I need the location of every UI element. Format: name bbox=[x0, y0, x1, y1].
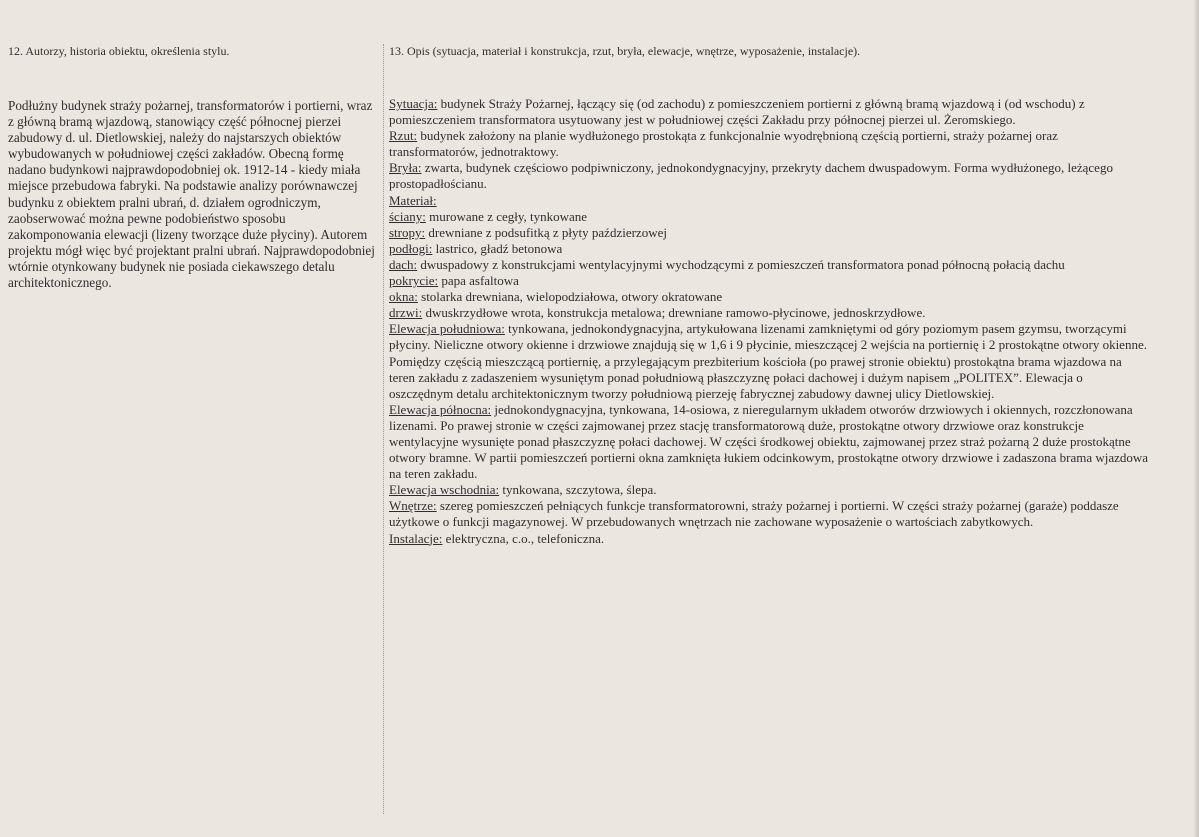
entry-label: Elewacja wschodnia: bbox=[389, 482, 500, 498]
entry-text: budynek Straży Pożarnej, łączący się (od zachodu) z pomieszczeniem portierni z główną bramą wjazdową i (od wschodu) z pomieszczeniem transformatora usytuowany jest w południowej części Zakładu przy północnej pierzei ul. Żeromskiego. bbox=[389, 96, 1085, 128]
entry-drzwi bbox=[389, 305, 1149, 321]
section-13-header: 13. Opis (sytuacja, materiał i konstrukcja, rzut, bryła, elewacje, wnętrze, wyposażenie, instalacje). bbox=[389, 44, 861, 58]
entry-sytuacja bbox=[389, 96, 1149, 128]
entry-okna bbox=[389, 289, 1149, 305]
entry-elewacja-poludniowa bbox=[389, 321, 1149, 401]
entry-text: elektryczna, c.o., telefoniczna. bbox=[442, 530, 605, 546]
entry-label: Rzut: bbox=[389, 128, 418, 144]
entry-wnetrze bbox=[389, 498, 1149, 530]
column-divider bbox=[383, 44, 384, 814]
entry-text: budynek założony na planie wydłużonego prostokąta z funkcjonalnie wyodrębnioną częścią portierni, straży pożarnej oraz transformatorów, jednotraktowy. bbox=[389, 128, 1058, 160]
entry-label: drzwi: bbox=[389, 305, 423, 321]
entry-label: Sytuacja: bbox=[389, 96, 438, 111]
entry-text: szereg pomieszczeń pełniących funkcje transformatorowni, straży pożarnej i portierni. W części straży pożarnej (garaże) poddasze użytkowe o funkcji magazynowej. W przebudowanych wnętrzach nie zachowane wyposażenie o wartościach zabytkowych. bbox=[389, 498, 1119, 530]
entry-label: Instalacje: bbox=[389, 530, 443, 546]
section-13-text bbox=[389, 96, 1149, 547]
entry-text: lastrico, gładź betonowa bbox=[432, 240, 563, 256]
entry-text: stolarka drewniana, wielopodziałowa, otwory okratowane bbox=[417, 289, 723, 305]
entry-text: drewniane z podsufitką z płyty paździerzowej bbox=[425, 224, 667, 240]
paper-edge-shadow bbox=[1193, 0, 1199, 837]
entry-label: Materiał: bbox=[389, 192, 437, 208]
entry-sciany bbox=[389, 209, 1149, 225]
entry-label: podłogi: bbox=[389, 240, 433, 256]
entry-label: Elewacja południowa: bbox=[389, 321, 505, 337]
entry-material bbox=[389, 193, 1149, 209]
entry-text: papa asfaltowa bbox=[438, 273, 519, 289]
entry-label: okna: bbox=[389, 289, 418, 305]
entry-podlogi bbox=[389, 241, 1149, 257]
entry-label: ściany: bbox=[389, 208, 426, 224]
entry-bryla bbox=[389, 160, 1149, 192]
entry-pokrycie bbox=[389, 273, 1149, 289]
entry-label: dach: bbox=[389, 256, 418, 272]
section-12-header: 12. Autorzy, historia obiektu, określenia stylu. bbox=[8, 44, 230, 58]
entry-text: zwarta, budynek częściowo podpiwniczony, jednokondygnacyjny, przekryty dachem dwuspadowym. Forma wydłużonego, leżącego prostopadłościanu. bbox=[389, 160, 1113, 192]
entry-label: Bryła: bbox=[389, 160, 422, 176]
entry-text: tynkowana, jednokondygnacyjna, artykułowana lizenami zamkniętymi od góry poziomym pasem gzymsu, tworzącymi płyciny. Nieliczne otwory okienne i drzwiowe znajdują się w 1,6 i 9 płycinie, mieszczącej 2 wejścia na portiernię i 2 prostokątne otwory okienne. Pomiędzy częścią mieszczącą portiernię, a przylegającym prezbiterium kościoła (po prawej stronie obiektu) prostokątna brama wjazdowa na teren zakładu z zadaszeniem wysuniętym ponad południową płaszczyznę połaci dachowej i dużym napisem „POLITEX”. Elewacja o oszczędnym detalu architektonicznym tworzy południową pierzeję fabrycznej zabudowy dawnej ulicy Dietlowskiej. bbox=[389, 321, 1147, 401]
entry-label: stropy: bbox=[389, 224, 426, 240]
entry-label: Elewacja północna: bbox=[389, 401, 492, 417]
entry-label: Wnętrze: bbox=[389, 498, 437, 514]
entry-elewacja-polnocna bbox=[389, 402, 1149, 482]
entry-text: jednokondygnacyjna, tynkowana, 14-osiowa, z nieregularnym układem otworów drzwiowych i okiennych, rozczłonowana lizenami. Po prawej stronie w części zajmowanej przez stację transformatorową duże, prostokątne otwory drzwiowe oraz konstrukcje wentylacyjne wysunięte ponad płaszczyznę połaci dachowej. W części środkowej obiektu, zajmowanej przez straż pożarną 2 duże prostokątne otwory bramne. W partii pomieszczeń portierni okna zamknięta łukiem odcinkowym, prostokątne otwory drzwiowe i zadaszona brama wjazdowa na teren zakładu. bbox=[389, 401, 1149, 482]
entry-elewacja-wschodnia bbox=[389, 482, 1149, 498]
entry-text: murowane z cegły, tynkowane bbox=[425, 208, 588, 224]
entry-rzut bbox=[389, 128, 1149, 160]
entry-dach bbox=[389, 257, 1149, 273]
entry-text: tynkowana, szczytowa, ślepa. bbox=[499, 482, 657, 498]
section-12-text: Podłużny budynek straży pożarnej, transformatorów i portierni, wraz z główną bramą wjazdową, stanowiący część północnej pierzei zabudowy d. ul. Dietlowskiej, należy do najstarszych obiektów wybudowanych w południowej części zakładów. Obecną formę nadano budynkowi najprawdopodobniej ok. 1912-14 - kiedy miała miejsce przebudowa fabryki. Na podstawie analizy porównawczej budynku z obiektem pralni ubrań, d. działem ogrodniczym, zaobserwować można pewne podobieństwo sposobu zakomponowania elewacji (lizeny tworzące duże płyciny). Autorem projektu mógł więc być projektant pralni ubrań. Najprawdopodobniej wtórnie otynkowany budynek nie posiada ciekawszego detalu architektonicznego. bbox=[8, 98, 375, 291]
entry-text: dwuskrzydłowe wrota, konstrukcja metalowa; drewniane ramowo-płycinowe, jednoskrzydłowe. bbox=[422, 305, 926, 321]
entry-text: dwuspadowy z konstrukcjami wentylacyjnymi wychodzącymi z pomieszczeń transformatora ponad północną połacią dachu bbox=[417, 256, 1065, 272]
entry-label: pokrycie: bbox=[389, 273, 439, 289]
entry-stropy bbox=[389, 225, 1149, 241]
entry-instalacje bbox=[389, 531, 1149, 547]
